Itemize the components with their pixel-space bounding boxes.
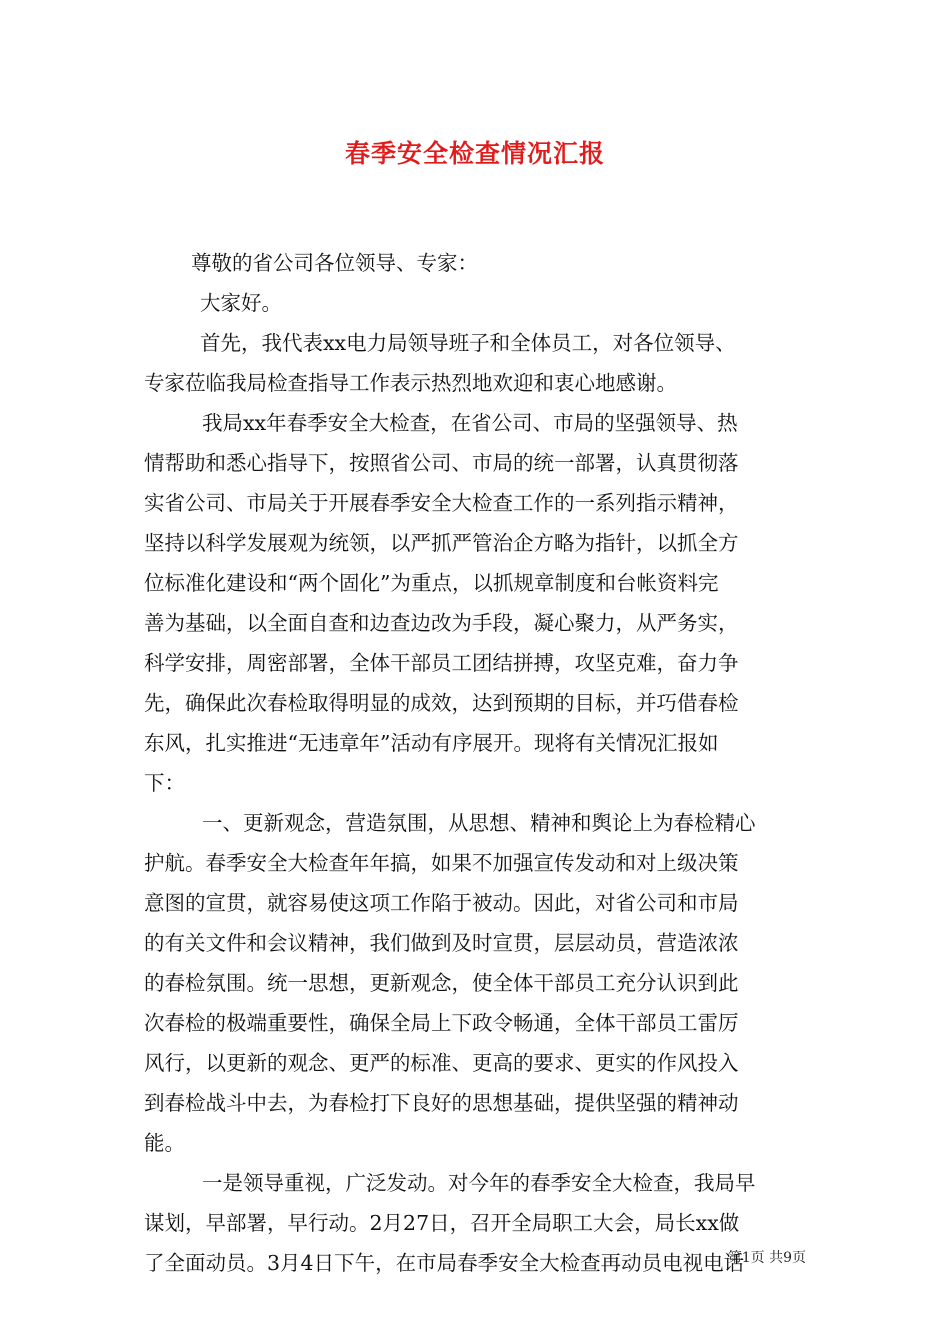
paragraph-line: 先，确保此次春检取得明显的成效，达到预期的目标，并巧借春检 (144, 691, 739, 715)
paragraph-line: 一是领导重视，广泛发动。对今年的春季安全大检查，我局早 (202, 1171, 756, 1195)
paragraph-subsection-one (144, 1163, 812, 1283)
paragraph-line: 坚持以科学发展观为统领，以严抓严管治企方略为指针，以抓全方 (144, 531, 739, 555)
greeting-line: 尊敬的省公司各位领导、专家： (191, 251, 478, 275)
paragraph-line: 专家莅临我局检查指导工作表示热烈地欢迎和衷心地感谢。 (144, 371, 677, 395)
paragraph-line: 一、更新观念，营造氛围，从思想、精神和舆论上为春检精心 (202, 811, 756, 835)
paragraph-line: 科学安排，周密部署，全体干部员工团结拼搏，攻坚克难，奋力争 (144, 651, 739, 675)
paragraph-line: 谋划，早部署，早行动。2月27日，召开全局职工大会，局长xx做 (144, 1211, 740, 1235)
paragraph-intro (144, 323, 812, 403)
paragraph-line: 实省公司、市局关于开展春季安全大检查工作的一系列指示精神， (144, 491, 739, 515)
paragraph-line: 护航。春季安全大检查年年搞，如果不加强宣传发动和对上级决策 (144, 851, 739, 875)
paragraph-line: 情帮助和悉心指导下，按照省公司、市局的统一部署，认真贯彻落 (144, 451, 739, 475)
paragraph-line: 的春检氛围。统一思想，更新观念，使全体干部员工充分认识到此 (144, 971, 739, 995)
paragraph-line: 首先，我代表xx电力局领导班子和全体员工，对各位领导、 (200, 331, 736, 355)
paragraph-line: 能。 (144, 1131, 185, 1155)
paragraph-line: 东风，扎实推进“无违章年”活动有序展开。现将有关情况汇报如 (144, 731, 719, 755)
paragraph-line: 下： (144, 771, 185, 795)
paragraph-line: 次春检的极端重要性，确保全局上下政令畅通，全体干部员工雷厉 (144, 1011, 739, 1035)
paragraph-line: 到春检战斗中去，为春检打下良好的思想基础，提供坚强的精神动 (144, 1091, 739, 1115)
paragraph-overview (144, 403, 812, 803)
paragraph-line: 我局xx年春季安全大检查，在省公司、市局的坚强领导、热 (202, 411, 738, 435)
paragraph-line: 意图的宣贯，就容易使这项工作陷于被动。因此，对省公司和市局 (144, 891, 739, 915)
paragraph-line: 的有关文件和会议精神，我们做到及时宣贯，层层动员，营造浓浓 (144, 931, 739, 955)
paragraph-line: 了全面动员。3月4日下午，在市局春季安全大检查再动员电视电话 (144, 1251, 745, 1275)
paragraph-line: 位标准化建设和“两个固化”为重点，以抓规章制度和台帐资料完 (144, 571, 719, 595)
page-number: 第1页 共9页 (727, 1250, 806, 1266)
paragraph-line: 风行，以更新的观念、更严的标准、更高的要求、更实的作风投入 (144, 1051, 739, 1075)
document-title: 春季安全检查情况汇报 (344, 139, 605, 168)
paragraph-line: 善为基础，以全面自查和边查边改为手段，凝心聚力，从严务实， (144, 611, 739, 635)
paragraph-section-one (144, 803, 812, 1163)
document-body (144, 243, 812, 1283)
hello-line: 大家好。 (200, 291, 282, 315)
